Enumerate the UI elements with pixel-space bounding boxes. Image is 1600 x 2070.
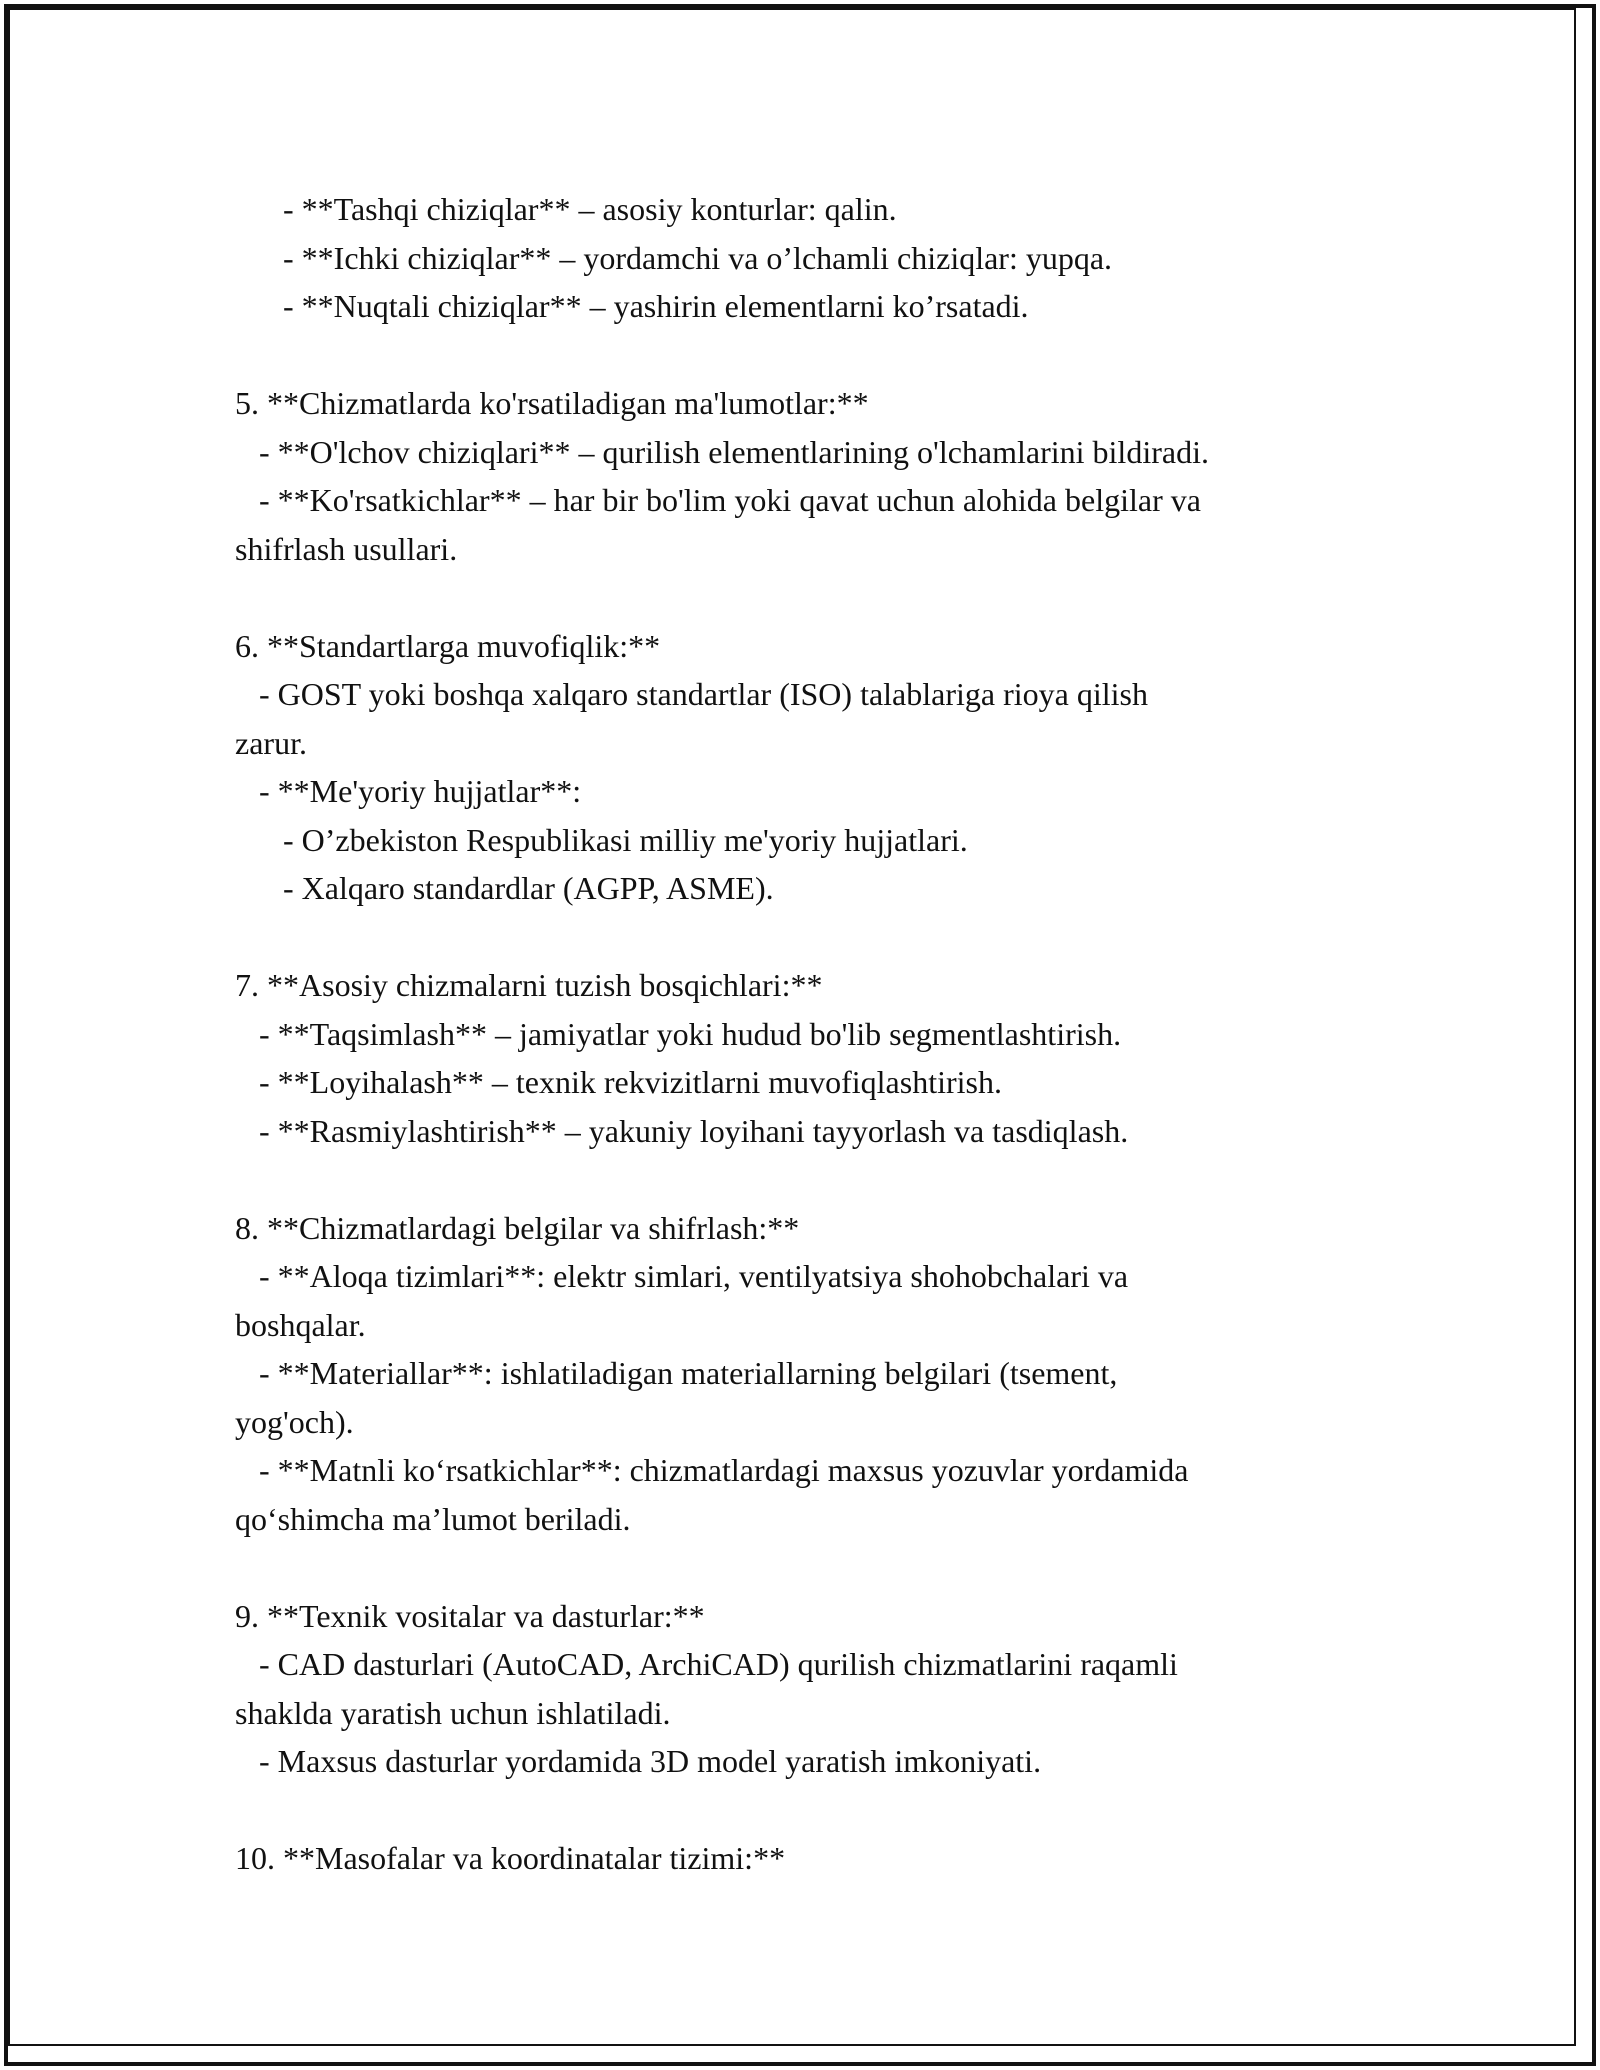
blank-line — [235, 1543, 1365, 1592]
section-heading: 10. **Masofalar va koordinatalar tizimi:** — [235, 1840, 786, 1876]
text-line: boshqalar. — [235, 1306, 366, 1343]
section-heading: 8. **Chizmatlardagi belgilar va shifrlash:** — [235, 1209, 800, 1246]
section-heading: 5. **Chizmatlarda ko'rsatiladigan ma'lumotlar:** — [235, 385, 869, 421]
section-heading: 6. **Standartlarga muvofiqlik:** — [235, 627, 661, 664]
text-line: - GOST yoki boshqa xalqaro standartlar (ISO) talablariga rioya qilish — [235, 676, 1148, 712]
text-line: - **Tashqi chiziqlar** – asosiy konturlar: qalin. — [235, 191, 897, 227]
section-heading: 7. **Asosiy chizmalarni tuzish bosqichlari:** — [235, 967, 823, 1003]
text-line: - **Rasmiylashtirish** – yakuniy loyihani tayyorlash va tasdiqlash. — [235, 1112, 1129, 1149]
blank-line — [235, 573, 1365, 622]
text-line: - **Loyihalash** – texnik rekvizitlarni muvofiqlashtirish. — [235, 1064, 1002, 1100]
section-heading: 9. **Texnik vositalar va dasturlar:** — [235, 1597, 705, 1634]
blank-line — [235, 913, 1365, 962]
text-line: - Xalqaro standardlar (AGPP, ASME). — [235, 870, 774, 906]
text-line: - **Taqsimlash** – jamiyatlar yoki hudud bo'lib segmentlashtirish. — [235, 1015, 1122, 1052]
text-line: - **Ichki chiziqlar** – yordamchi va o’lchamli chiziqlar: yupqa. — [235, 239, 1113, 276]
text-line: shaklda yaratish uchun ishlatiladi. — [235, 1694, 671, 1731]
blank-line — [235, 1786, 1365, 1835]
blank-line — [235, 1155, 1365, 1204]
text-line: - CAD dasturlari (AutoCAD, ArchiCAD) qurilish chizmatlarini raqamli — [235, 1646, 1178, 1682]
text-line: qo‘shimcha ma’lumot beriladi. — [235, 1500, 631, 1537]
text-line: - **Materiallar**: ishlatiladigan materiallarning belgilari (tsement, — [235, 1355, 1118, 1391]
text-line: yog'och). — [235, 1403, 354, 1440]
text-line: - **O'lchov chiziqlari** – qurilish elementlarining o'lchamlarini bildiradi. — [235, 433, 1209, 470]
document-body — [235, 185, 1365, 1883]
text-line: shifrlash usullari. — [235, 530, 458, 567]
text-line: zarur. — [235, 724, 307, 761]
text-line: - **Aloqa tizimlari**: elektr simlari, ventilyatsiya shohobchalari va — [235, 1258, 1129, 1294]
text-line: - **Me'yoriy hujjatlar**: — [235, 773, 582, 809]
text-line: - Maxsus dasturlar yordamida 3D model yaratish imkoniyati. — [235, 1743, 1042, 1779]
text-line: - **Nuqtali chiziqlar** – yashirin elementlarni ko’rsatadi. — [235, 288, 1029, 324]
text-line: - **Ko'rsatkichlar** – har bir bo'lim yoki qavat uchun alohida belgilar va — [235, 482, 1201, 518]
text-line: - O’zbekiston Respublikasi milliy me'yoriy hujjatlari. — [235, 821, 968, 858]
blank-line — [235, 331, 1365, 380]
text-line: - **Matnli ko‘rsatkichlar**: chizmatlardagi maxsus yozuvlar yordamida — [235, 1452, 1189, 1488]
